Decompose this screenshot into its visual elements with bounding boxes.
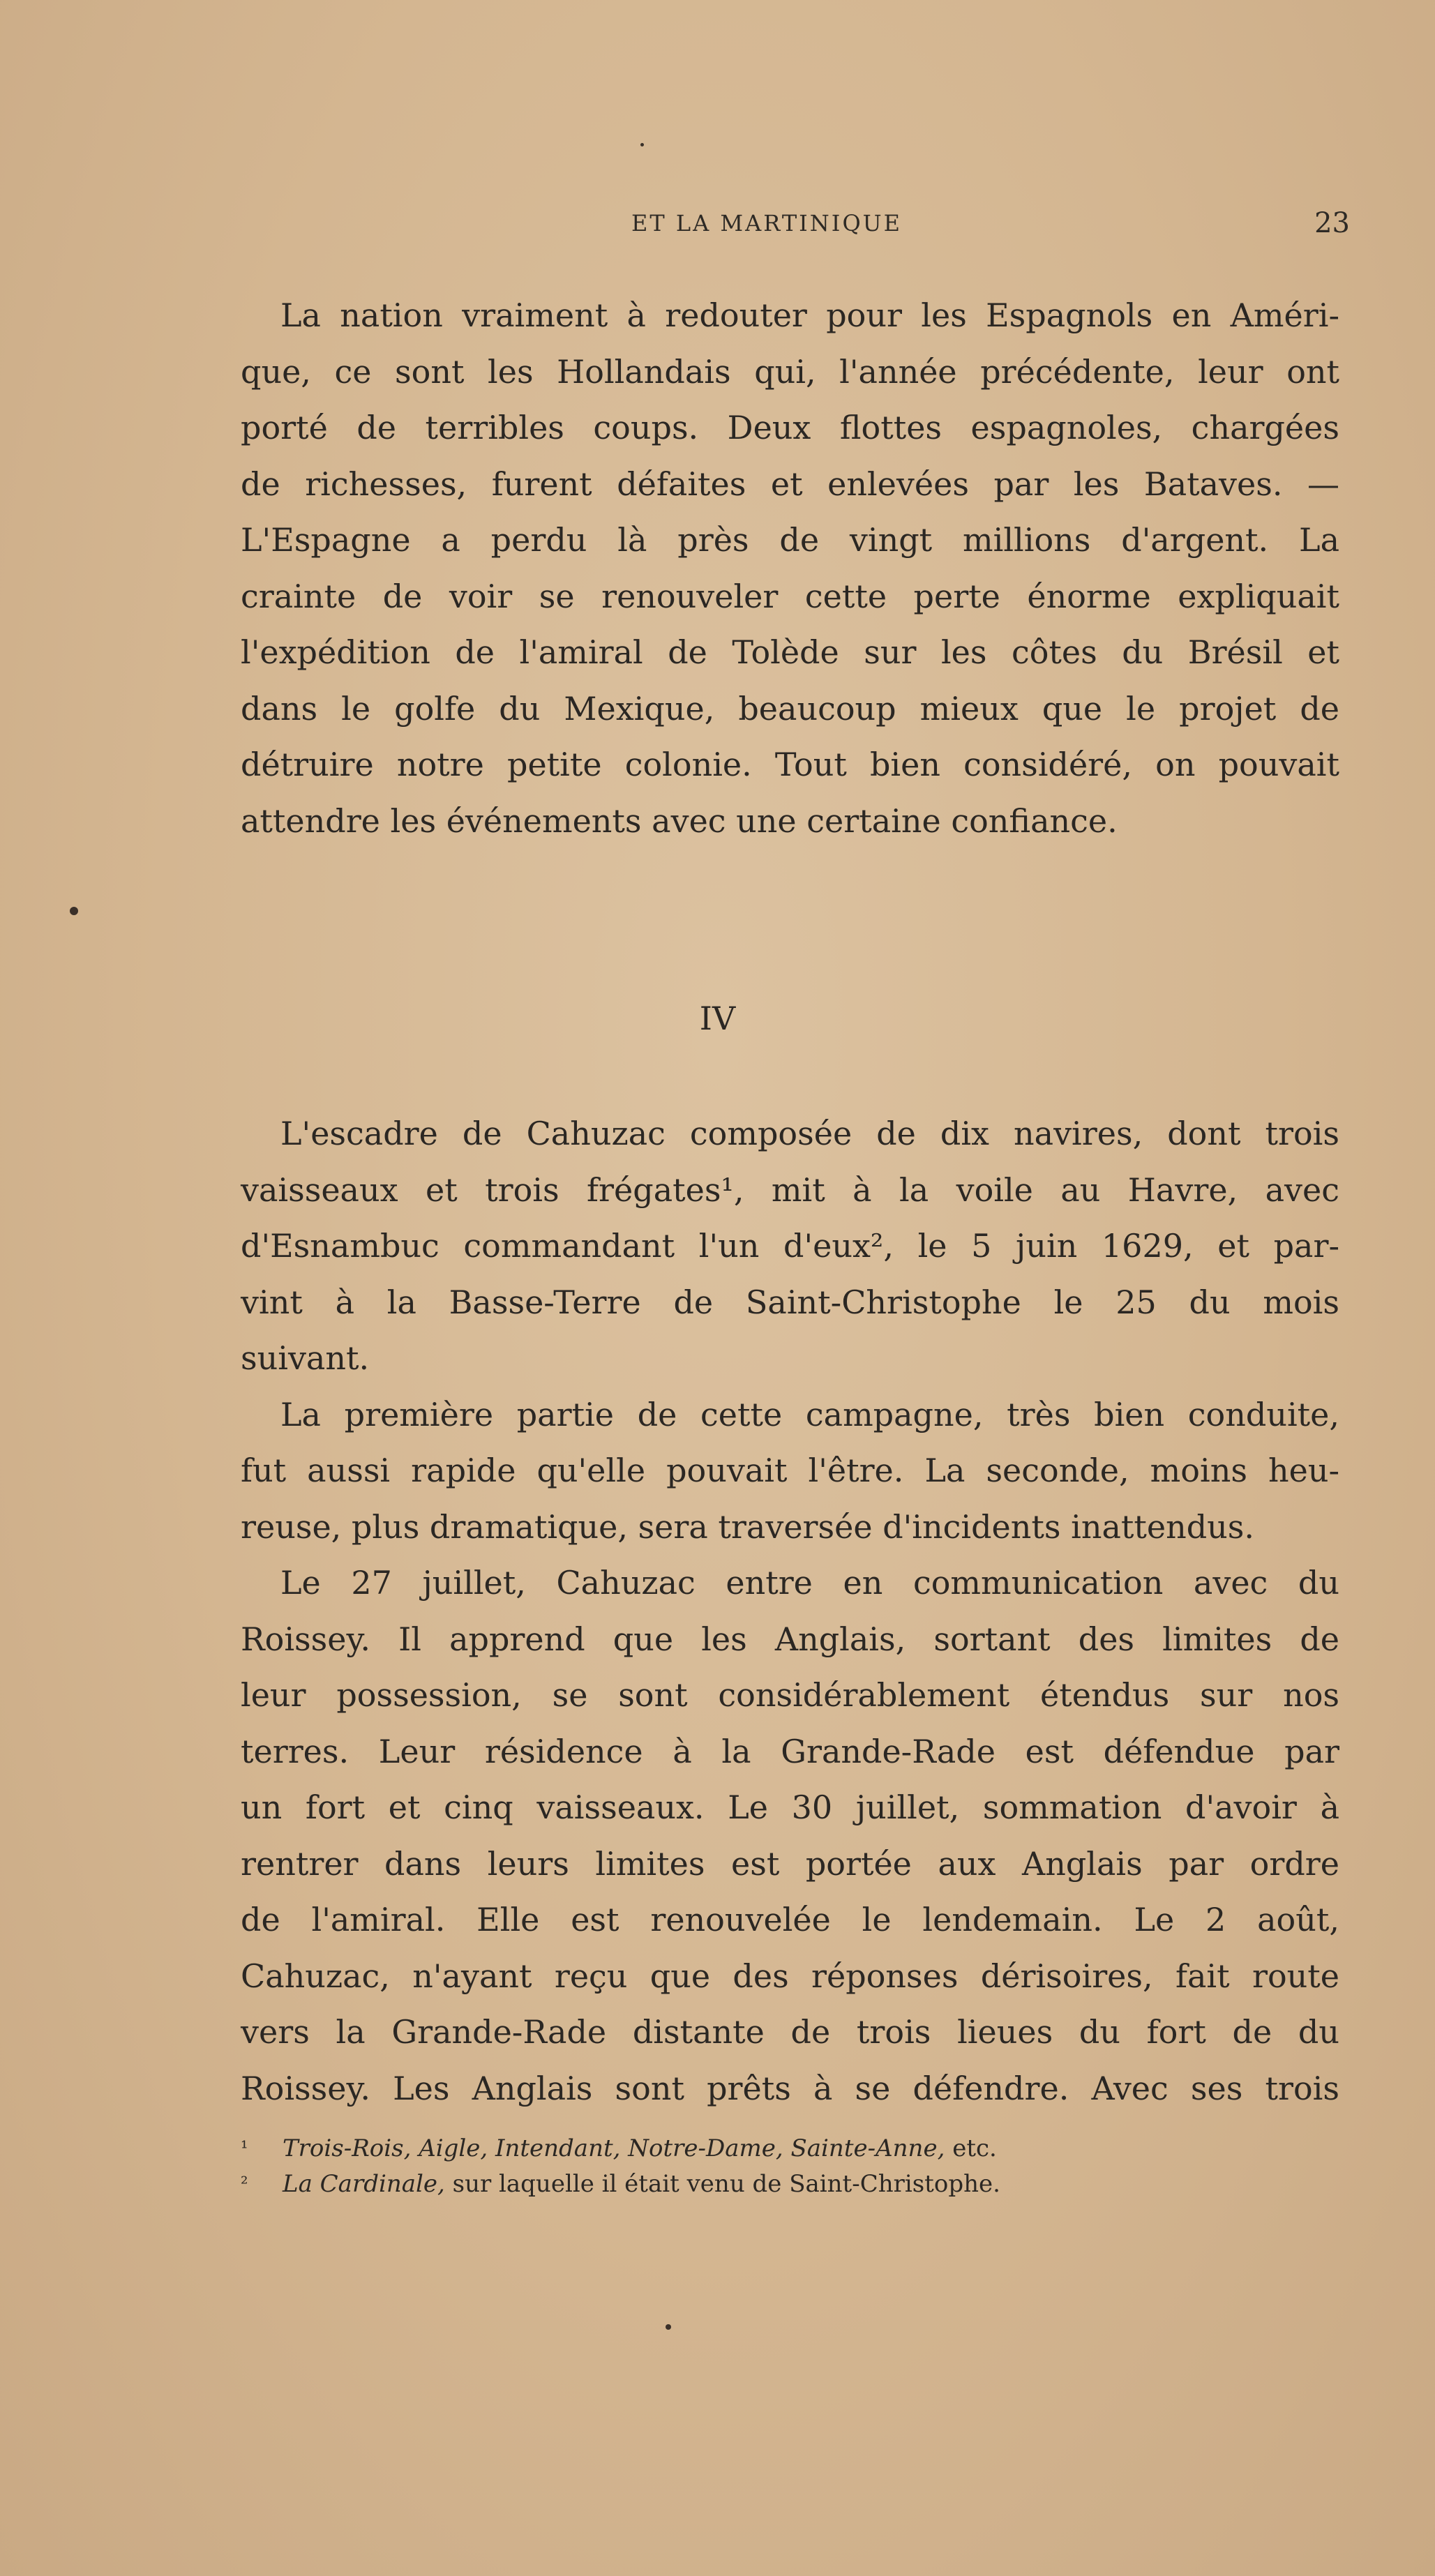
- paragraph-2: [241, 1106, 1339, 1387]
- footnote-italic-text: Trois-Rois, Aigle, Intendant, Notre-Dame, Sainte-Anne,: [283, 2134, 945, 2162]
- text-line: Le 27 juillet, Cahuzac entre en communication avec du: [280, 1564, 1339, 1602]
- text-line: d'Esnambuc commandant l'un d'eux², le 5 juin 1629, et par-: [241, 1227, 1339, 1265]
- text-line: Roissey. Il apprend que les Anglais, sortant des limites de: [241, 1620, 1339, 1658]
- text-line: Roissey. Les Anglais sont prêts à se défendre. Avec ses trois: [241, 2069, 1339, 2107]
- text-line: vint à la Basse-Terre de Saint-Christophe le 25 du mois: [241, 1283, 1339, 1321]
- footnote-text: sur laquelle il était venu de Saint-Christophe.: [444, 2170, 1000, 2198]
- footnote-2: [241, 2167, 1339, 2202]
- section-body: [241, 1106, 1339, 2116]
- text-line: porté de terribles coups. Deux flottes espagnoles, chargées: [241, 409, 1339, 446]
- text-line: l'expédition de l'amiral de Tolède sur les côtes du Brésil et: [241, 633, 1339, 671]
- paragraph-4: [241, 1555, 1339, 2116]
- text-line: vaisseaux et trois frégates¹, mit à la voile au Havre, avec: [241, 1170, 1339, 1209]
- footnote-italic-text: La Cardinale,: [283, 2170, 445, 2198]
- footnote-marker: ²: [241, 2174, 248, 2194]
- text-line: reuse, plus dramatique, sera traversée d'incidents inattendus.: [241, 1507, 1254, 1546]
- footnote-1: [241, 2131, 1339, 2167]
- text-line: La nation vraiment à redouter pour les Espagnols en Améri-: [280, 296, 1339, 334]
- text-line: La première partie de cette campagne, très bien conduite,: [280, 1395, 1339, 1433]
- text-line: Cahuzac, n'ayant reçu que des réponses dérisoires, fait route: [241, 1957, 1339, 1995]
- text-line: détruire notre petite colonie. Tout bien considéré, on pouvait: [241, 746, 1339, 783]
- ink-speck: [640, 143, 644, 146]
- text-line: attendre les événements avec une certaine confiance.: [241, 801, 1118, 840]
- section-heading: IV: [699, 1000, 736, 1037]
- text-line: L'Espagne a perdu là près de vingt millions d'argent. La: [241, 521, 1339, 559]
- text-line: vers la Grande-Rade distante de trois lieues du fort de du: [241, 2013, 1339, 2051]
- text-line: L'escadre de Cahuzac composée de dix navires, dont trois: [280, 1115, 1339, 1152]
- text-line: suivant.: [241, 1339, 370, 1377]
- text-line: de l'amiral. Elle est renouvelée le lendemain. Le 2 août,: [241, 1901, 1339, 1938]
- text-line: fut aussi rapide qu'elle pouvait l'être. La seconde, moins heu-: [241, 1452, 1339, 1489]
- text-line: rentrer dans leurs limites est portée aux Anglais par ordre: [241, 1844, 1339, 1883]
- text-line: de richesses, furent défaites et enlevées par les Bataves. —: [241, 465, 1339, 503]
- text-line: un fort et cinq vaisseaux. Le 30 juillet, sommation d'avoir à: [241, 1788, 1339, 1826]
- ink-speck: [70, 907, 78, 915]
- text-line: dans le golfe du Mexique, beaucoup mieux que le projet de: [241, 689, 1339, 728]
- paragraph-3: [241, 1387, 1339, 1556]
- text-line: terres. Leur résidence à la Grande-Rade est défendue par: [241, 1732, 1339, 1770]
- footnote-text: etc.: [945, 2134, 997, 2162]
- ink-speck: [666, 2324, 671, 2330]
- page-number: 23: [1314, 207, 1350, 239]
- text-line: que, ce sont les Hollandais qui, l'année précédente, leur ont: [241, 352, 1339, 391]
- page-header: [0, 202, 1435, 244]
- paragraph-1: [241, 287, 1339, 849]
- footnote-marker: ¹: [241, 2138, 248, 2159]
- running-head: ET LA MARTINIQUE: [631, 210, 902, 236]
- text-line: leur possession, se sont considérablement étendus sur nos: [241, 1676, 1339, 1714]
- footnotes: [241, 2131, 1339, 2202]
- text-line: crainte de voir se renouveler cette perte énorme expliquait: [241, 577, 1339, 615]
